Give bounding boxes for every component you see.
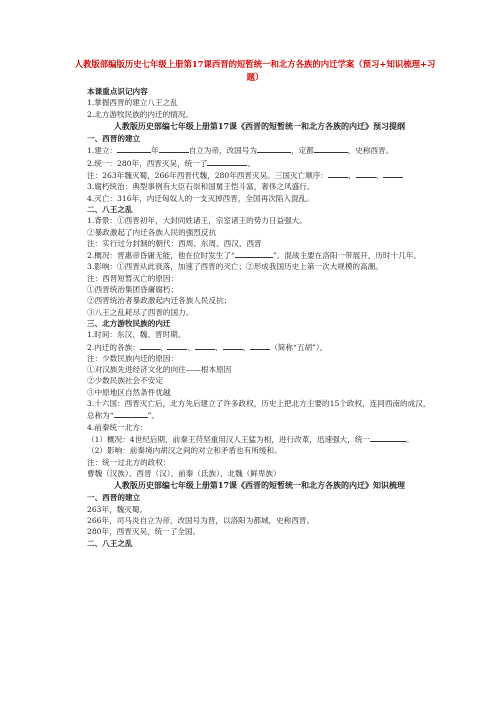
paragraph: 注：263年魏灭蜀，266年西晋代魏，280年西晋灭吴。三国灭亡顺序： 、 、: [87, 169, 432, 181]
paragraph: （1）概况：4世纪后期，前秦王苻坚重用汉人王猛为相，进行改革，迅速强大，统一 。: [87, 434, 414, 444]
paragraph: 1.时间：东汉、魏、晋时期。: [87, 330, 186, 340]
paragraph: 266年，司马炎自立为帝，改国号为晋，以洛阳为都城，史称西晋。: [87, 515, 315, 525]
document-title: 人教版部编版历史七年级上册第17课西晋的短暂统一和北方各族的内迁学案（预习+知识梳理+习题）: [74, 59, 436, 82]
paragraph: 4.灭亡：316年，内迁匈奴人的一支灭掉西晋，全国再次陷入混乱。: [87, 193, 314, 203]
paragraph: 280年，西晋灭吴，统一了全国。: [87, 527, 201, 537]
paragraph: 2.内迁的各族： 、 、 、 、 （简称“五胡”）。: [87, 342, 328, 352]
paragraph: 2.概况：晋惠帝昏庸无能，他在位时发生了“ ”。混战主要在洛阳一带展开，历时十几年。: [87, 251, 421, 261]
focus-heading: 本课重点识记内容: [87, 87, 148, 96]
paragraph: 曹魏（汉族）、西晋（汉）、前秦（氐族）、北魏（鲜卑族）: [87, 468, 281, 478]
section-heading: 一、西晋的建立: [87, 493, 141, 503]
paragraph: 注：西晋短暂灭亡的原因：: [87, 273, 179, 283]
paragraph: （2）影响：前秦境内胡汉之间的对立和矛盾也有所缓和。: [87, 446, 282, 456]
section-heading: 二、八王之乱: [87, 538, 133, 548]
paragraph: 注：统一过北方的政权：: [87, 457, 171, 467]
paragraph: 注：少数民族内迁的原因：: [87, 353, 179, 363]
focus-item: 2.北方游牧民族的内迁的情况。: [87, 109, 193, 119]
document-body: [87, 86, 432, 549]
paragraph: 2.统一：280年，西晋灭吴，统一了 。: [87, 158, 256, 168]
paragraph: 3.影响：①西晋从此衰落，加速了西晋的灭亡；②形成我国历史上第一次大规模的高潮。: [87, 262, 383, 272]
paragraph: 263年，魏灭蜀。: [87, 504, 148, 514]
preview-title: 人教版历史部编七年级上册第17课《西晋的短暂统一和北方各族的内迁》预习提纲: [113, 120, 406, 131]
paragraph: ③中原地区自然条件优越: [87, 387, 171, 397]
paragraph: 3.腐朽统治：典型事例有大臣石崇和国舅王恺斗富，奢侈之风盛行。: [87, 182, 315, 192]
paragraph: 4.前秦统一北方：: [87, 422, 148, 432]
section-heading: 二、八王之乱: [87, 204, 133, 214]
review-title: 人教版历史部编七年级上册第17课《西晋的短暂统一和北方各族的内迁》知识梳理: [113, 480, 406, 491]
paragraph: ①西晋统治集团昏庸腐朽；: [87, 285, 179, 295]
paragraph: 3.十六国：西晋灭亡后，北方先后建立了许多政权，历史上把北方主要的15个政权，连同西南的成汉，总称为“ ”。: [87, 399, 431, 421]
paragraph: ③八王之乱耗尽了西晋的国力。: [87, 307, 194, 317]
section-heading: 一、西晋的建立: [87, 134, 141, 144]
paragraph: ①对汉族先进经济文化的向往——根本原因: [87, 365, 232, 375]
paragraph: 1.背景：①西晋初年，大封同姓诸王，宗室诸王的势力日益强大。: [87, 216, 307, 226]
paragraph: ②暴政激起了内迁各族人民的强烈反抗: [87, 227, 217, 237]
section-heading: 三、北方游牧民族的内迁: [87, 318, 171, 328]
paragraph: ②西晋统治者暴政激起内迁各族人民反抗；: [87, 296, 232, 306]
paragraph: 注：实行过分封制的朝代：西周、东周、西汉、西晋: [87, 238, 262, 248]
paragraph: ②少数民族社会不安定: [87, 376, 163, 386]
paragraph: 1.建立： 年 自立为帝，改国号为 ，定都 ，史称西晋。: [87, 146, 394, 156]
focus-item: 1.掌握西晋的建立八王之乱: [87, 98, 178, 108]
